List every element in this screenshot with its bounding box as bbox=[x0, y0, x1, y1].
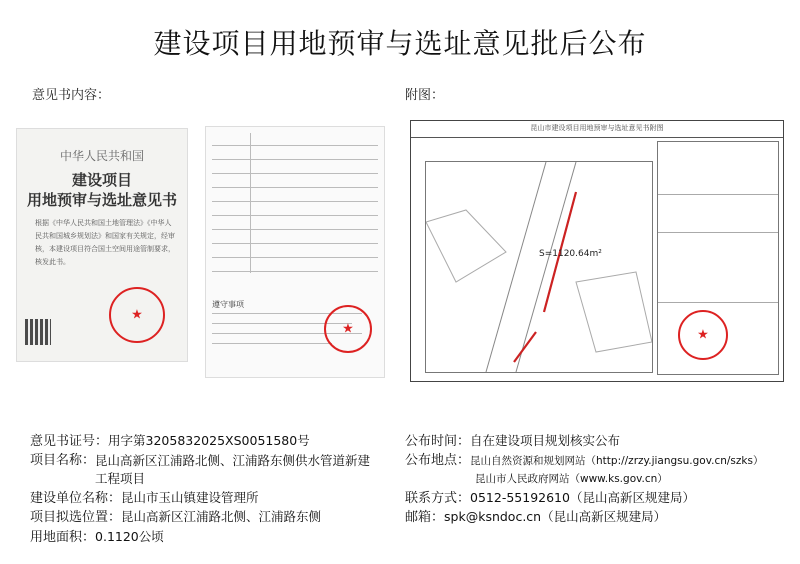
info-row: 项目名称： 昆山高新区江浦路北侧、江浦路东侧供水管道新建工程项目 bbox=[30, 452, 371, 486]
opinion-form-page-image[interactable] bbox=[205, 126, 385, 378]
certificate-heading-2: 用地预审与选址意见书 bbox=[26, 191, 177, 209]
map-sheet-title: 昆山市建设项目用地预审与选址意见书附图 bbox=[530, 124, 664, 132]
attached-map-image[interactable] bbox=[410, 120, 784, 382]
info-row: 昆山市人民政府网站（www.ks.gov.cn） bbox=[475, 473, 668, 485]
site-map bbox=[425, 161, 653, 373]
map-seal-icon: ★ bbox=[678, 310, 728, 360]
map-legend-panel bbox=[657, 141, 779, 375]
form-seal-icon: ★ bbox=[324, 305, 372, 353]
certificate-heading-1: 建设项目 bbox=[71, 171, 132, 189]
certificate-country: 中华人民共和国 bbox=[59, 149, 144, 163]
info-row: 用地面积：0.1120公顷 bbox=[30, 528, 164, 545]
official-seal-icon: ★ bbox=[109, 287, 165, 343]
page-title: 建设项目用地预审与选址意见批后公布 bbox=[153, 27, 647, 60]
info-row: 公布时间：自在建设项目规划核实公布 bbox=[405, 433, 621, 449]
qr-code-icon bbox=[25, 319, 51, 345]
publication-info-right bbox=[405, 432, 790, 528]
area-label: S=1120.64m² bbox=[539, 249, 602, 259]
project-info-left bbox=[30, 432, 380, 547]
info-row: 联系方式：0512-55192610（昆山高新区规建局） bbox=[405, 489, 695, 506]
attached-map-label: 附图： bbox=[405, 88, 445, 103]
info-row: 意见书证号：用字第3205832025XS0051580号 bbox=[30, 433, 310, 449]
certificate-body: 根据《中华人民共和国土地管理法》《中华人民共和国城乡规划法》和国家有关规定，经审核，本建设项目符合国土空间用途管制要求，核发此书。 bbox=[35, 219, 175, 266]
info-row: 建设单位名称：昆山市玉山镇建设管理所 bbox=[30, 489, 259, 506]
opinion-content-label: 意见书内容： bbox=[32, 88, 111, 103]
notice-label: 遵守事项 bbox=[212, 300, 244, 309]
info-row: 邮箱：spk@ksndoc.cn（昆山高新区规建局） bbox=[405, 509, 667, 525]
info-row: 公布地点： 昆山自然资源和规划网站（http://zrzy.jiangsu.gov.cn/szks） bbox=[405, 452, 764, 468]
info-row: 项目拟选位置：昆山高新区江浦路北侧、江浦路东侧 bbox=[30, 509, 322, 525]
route-line-lower bbox=[514, 332, 536, 362]
certificate-cover-image[interactable] bbox=[16, 128, 188, 362]
